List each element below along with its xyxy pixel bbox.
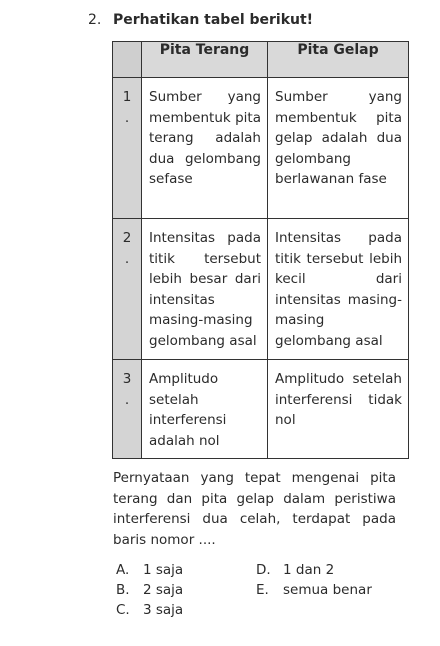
option-text: 1 saja [143,562,184,578]
option-letter: A. [116,562,130,578]
option-text: 2 saja [143,582,184,598]
option-text: 1 dan 2 [283,562,335,578]
gelap-cell: Sumber yang membentuk pita gelap adalah dua gelombang berlawanan fase [268,78,409,219]
terang-cell: Amplitudo setelah interferensi adalah nol [142,360,268,459]
table-row [113,360,409,459]
comparison-table [112,41,409,459]
terang-cell: Intensitas pada titik tersebut lebih besar dari intensitas masing-masing gelombang asal [142,219,268,360]
row-number-cell [113,78,142,219]
option-letter: C. [116,602,130,618]
row-number-dot: . [124,109,130,126]
gelap-cell: Intensitas pada titik tersebut lebih kecil dari intensitas masing-masing gelombang asal [268,219,409,360]
row-number-dot: . [124,250,130,267]
row-number: 2 [122,230,132,246]
option-c[interactable] [116,600,183,620]
option-letter: B. [116,582,130,598]
option-d[interactable] [256,560,334,580]
question-prompt: Pernyataan yang tepat mengenai pita terang dan pita gelap dalam peristiwa interferensi dua celah, terdapat pada baris nomor .... [113,470,396,548]
header-pita-terang: Pita Terang [142,42,268,78]
row-number-dot: . [124,391,130,408]
row-number-cell [113,219,142,360]
header-number-cell [113,42,142,78]
header-pita-gelap: Pita Gelap [268,42,409,78]
option-letter: D. [256,562,271,578]
row-number: 3 [122,371,132,387]
question-title: Perhatikan tabel berikut! [113,12,314,28]
option-text: 3 saja [143,602,184,618]
question-number: 2. [88,12,102,28]
option-e[interactable] [256,580,372,600]
option-b[interactable] [116,580,183,600]
row-number-cell [113,360,142,459]
gelap-cell: Amplitudo setelah interferensi tidak nol [268,360,409,459]
option-a[interactable] [116,560,183,580]
row-number: 1 [122,89,132,105]
table-header-row [113,42,409,78]
table-row [113,219,409,360]
option-letter: E. [256,582,269,598]
option-text: semua benar [283,582,372,598]
terang-cell: Sumber yang membentuk pita terang adalah dua gelombang sefase [142,78,268,219]
table-row [113,78,409,219]
